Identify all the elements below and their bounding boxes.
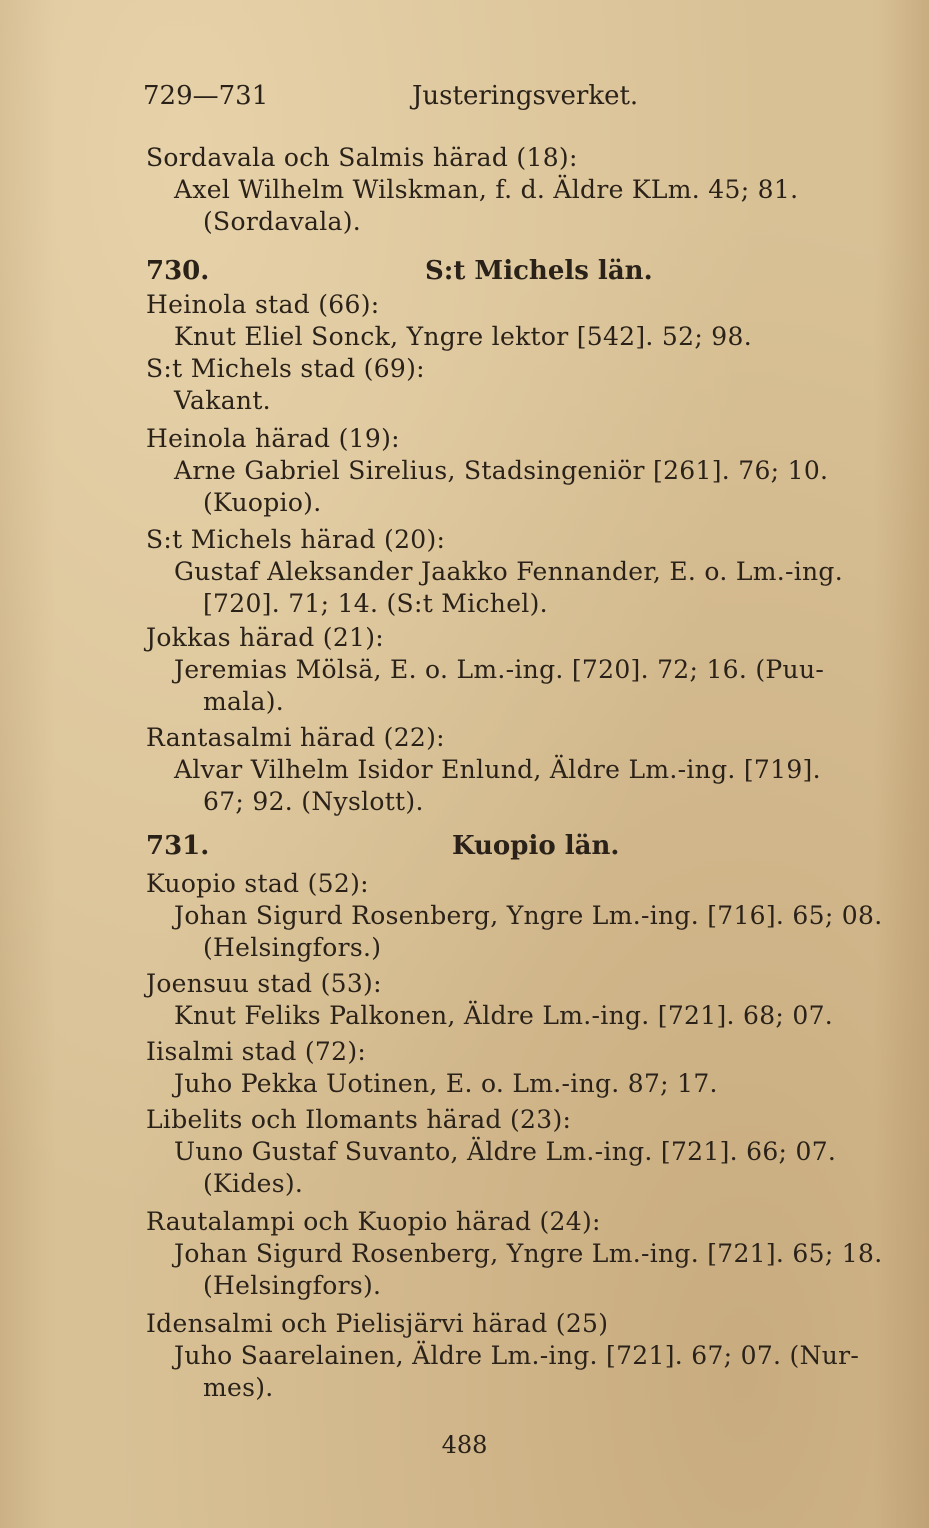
entry-line: Vakant. [174,386,271,415]
entry-line: Jeremias Mölsä, E. o. Lm.-ing. [720]. 72; 16. (Puu- [174,655,825,684]
district-heading: Jokkas härad (21): [146,623,385,652]
header-section-range: 729—731 [143,81,269,111]
entry-line: mes). [203,1373,274,1402]
entry-line: (Helsingfors.) [203,933,382,962]
section-title: S:t Michels län. [425,256,653,286]
entry-line: Alvar Vilhelm Isidor Enlund, Äldre Lm.-ing. [719]. [174,755,821,784]
page-number: 488 [441,1431,488,1459]
section-number: 731. [146,831,210,861]
entry-line: Arne Gabriel Sirelius, Stadsingeniör [261]. 76; 10. [174,456,829,485]
entry-line: Johan Sigurd Rosenberg, Yngre Lm.-ing. [721]. 65; 18. [174,1239,883,1268]
entry-line: Juho Saarelainen, Äldre Lm.-ing. [721]. 67; 07. (Nur- [174,1341,860,1370]
entry-line: Juho Pekka Uotinen, E. o. Lm.-ing. 87; 17. [174,1069,718,1098]
district-heading: Kuopio stad (52): [146,869,369,898]
district-heading: Heinola härad (19): [146,424,400,453]
district-heading: S:t Michels härad (20): [146,525,446,554]
entry-line: (Sordavala). [203,207,362,236]
section-title: Kuopio län. [452,831,620,861]
entry-line: Gustaf Aleksander Jaakko Fennander, E. o. Lm.-ing. [174,557,843,586]
section-number: 730. [146,256,210,286]
district-heading: Sordavala och Salmis härad (18): [146,143,578,172]
entry-line: Uuno Gustaf Suvanto, Äldre Lm.-ing. [721]. 66; 07. [174,1137,837,1166]
district-heading: Joensuu stad (53): [146,969,382,998]
district-heading: S:t Michels stad (69): [146,354,425,383]
entry-line: Knut Eliel Sonck, Yngre lektor [542]. 52; 98. [174,322,752,351]
district-heading: Rautalampi och Kuopio härad (24): [146,1207,601,1236]
entry-line: (Kides). [203,1169,304,1198]
entry-line: Axel Wilhelm Wilskman, f. d. Äldre KLm. 45; 81. [174,175,799,204]
entry-line: Knut Feliks Palkonen, Äldre Lm.-ing. [721]. 68; 07. [174,1001,834,1030]
district-heading: Libelits och Ilomants härad (23): [146,1105,572,1134]
entry-line: 67; 92. (Nyslott). [203,787,424,816]
district-heading: Heinola stad (66): [146,290,380,319]
entry-line: [720]. 71; 14. (S:t Michel). [203,589,548,618]
entry-line: mala). [203,687,285,716]
district-heading: Iisalmi stad (72): [146,1037,367,1066]
entry-line: Johan Sigurd Rosenberg, Yngre Lm.-ing. [716]. 65; 08. [174,901,883,930]
district-heading: Idensalmi och Pielisjärvi härad (25) [146,1309,609,1338]
header-title: Justeringsverket. [412,81,639,111]
entry-line: (Helsingfors). [203,1271,382,1300]
entry-line: (Kuopio). [203,488,322,517]
district-heading: Rantasalmi härad (22): [146,723,445,752]
